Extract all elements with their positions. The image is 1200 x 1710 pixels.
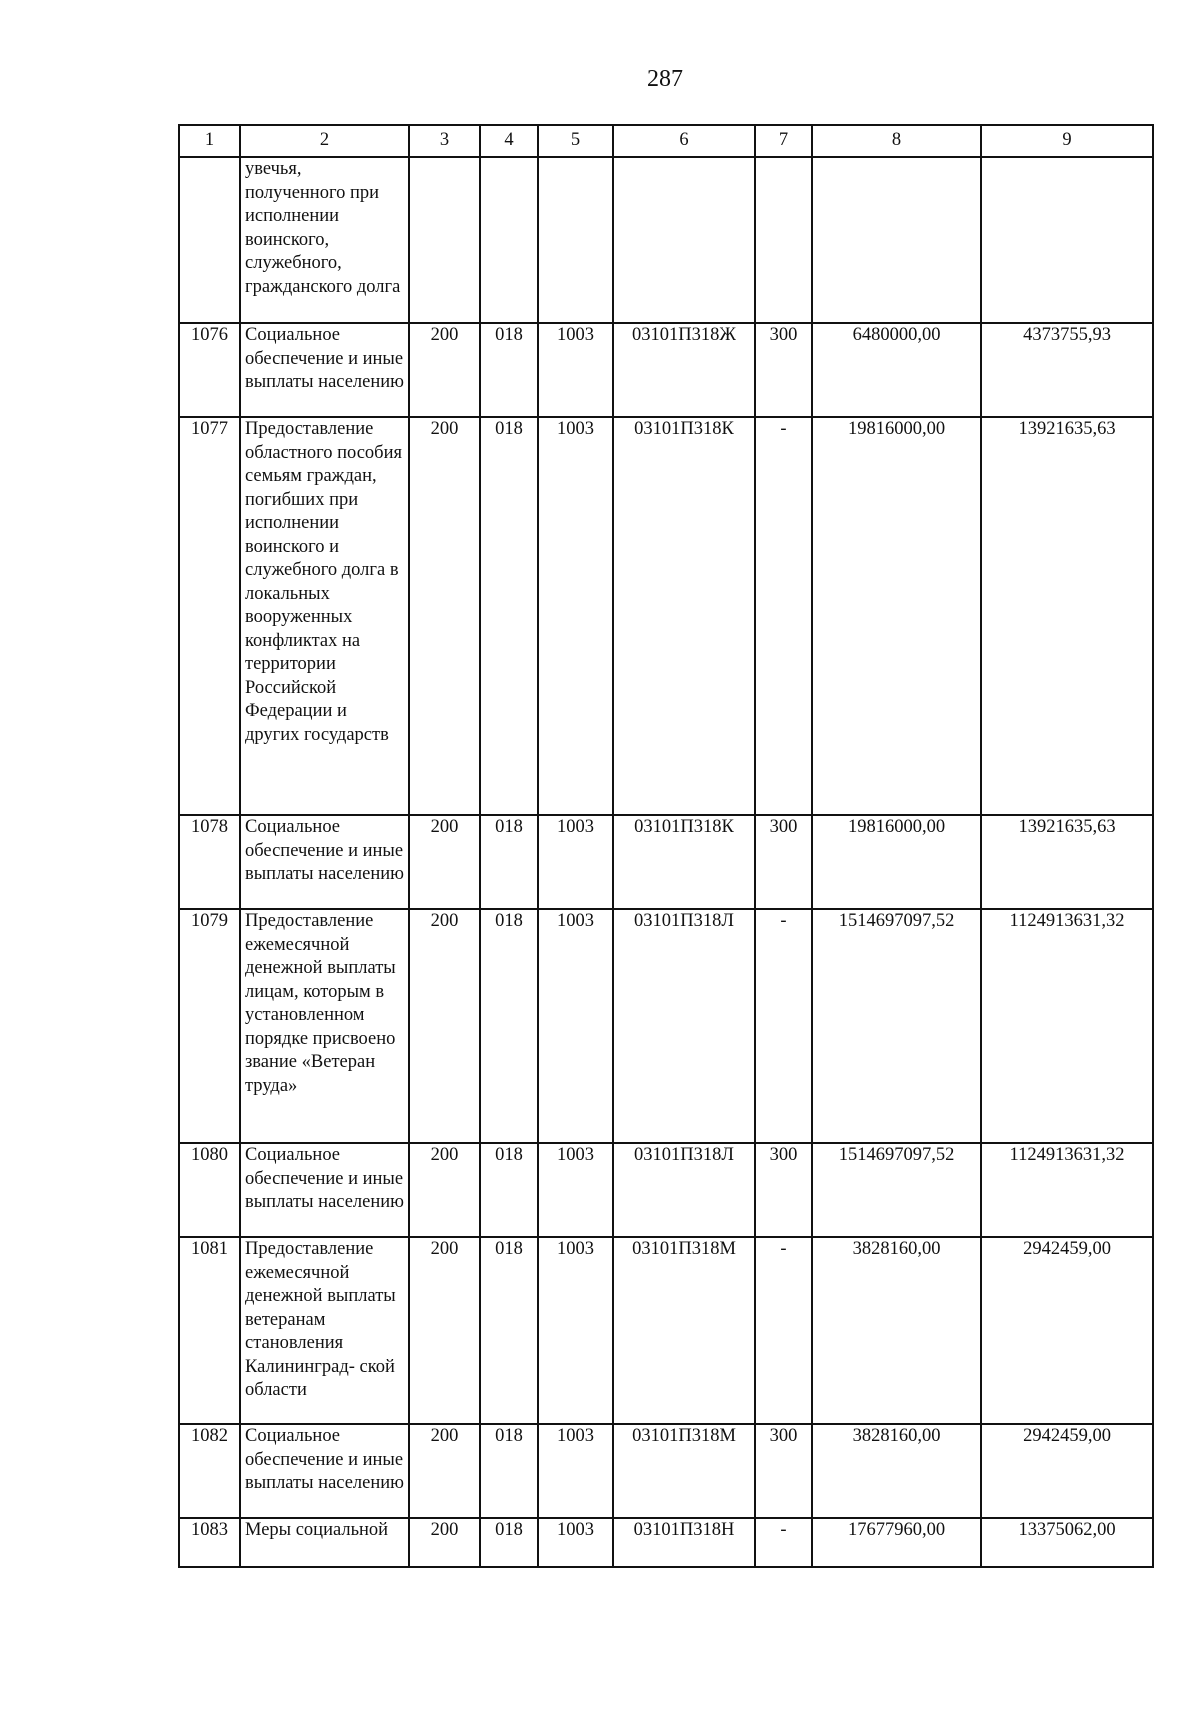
cell-col6: 03101П318Л bbox=[613, 909, 755, 1143]
cell-col6: 03101П318Н bbox=[613, 1518, 755, 1567]
cell-col4: 018 bbox=[480, 1143, 538, 1237]
cell-col9 bbox=[981, 157, 1153, 323]
cell-col7: - bbox=[755, 1237, 812, 1424]
cell-col3: 200 bbox=[409, 1237, 480, 1424]
table-row bbox=[179, 323, 1153, 417]
cell-col7: 300 bbox=[755, 1424, 812, 1518]
cell-col7: - bbox=[755, 909, 812, 1143]
cell-col6: 03101П318М bbox=[613, 1237, 755, 1424]
row-name: увечья, полученного при исполнении воинского, служебного, гражданского долга bbox=[240, 157, 409, 323]
cell-col9: 13921635,63 bbox=[981, 417, 1153, 815]
row-number: 1078 bbox=[179, 815, 240, 909]
cell-col8: 1514697097,52 bbox=[812, 909, 981, 1143]
cell-col8: 3828160,00 bbox=[812, 1237, 981, 1424]
cell-col4 bbox=[480, 157, 538, 323]
cell-col7: 300 bbox=[755, 1143, 812, 1237]
cell-col6: 03101П318Ж bbox=[613, 323, 755, 417]
row-name: Предоставление ежемесячной денежной выплаты ветеранам становления Калининград- ской области bbox=[240, 1237, 409, 1424]
cell-col8: 19816000,00 bbox=[812, 815, 981, 909]
cell-col9: 1124913631,32 bbox=[981, 1143, 1153, 1237]
row-name: Социальное обеспечение и иные выплаты населению bbox=[240, 815, 409, 909]
cell-col3: 200 bbox=[409, 909, 480, 1143]
page-number: 287 bbox=[647, 66, 683, 92]
column-header: 3 bbox=[409, 125, 480, 157]
cell-col3: 200 bbox=[409, 323, 480, 417]
table-row bbox=[179, 1518, 1153, 1567]
cell-col5: 1003 bbox=[538, 1518, 613, 1567]
cell-col8: 1514697097,52 bbox=[812, 1143, 981, 1237]
cell-col5: 1003 bbox=[538, 815, 613, 909]
cell-col7: - bbox=[755, 1518, 812, 1567]
cell-col3: 200 bbox=[409, 417, 480, 815]
header-row bbox=[179, 125, 1153, 157]
column-header: 6 bbox=[613, 125, 755, 157]
row-number bbox=[179, 157, 240, 323]
cell-col7: 300 bbox=[755, 323, 812, 417]
cell-col6: 03101П318М bbox=[613, 1424, 755, 1518]
cell-col9: 13375062,00 bbox=[981, 1518, 1153, 1567]
column-header: 2 bbox=[240, 125, 409, 157]
column-header: 7 bbox=[755, 125, 812, 157]
table-row bbox=[179, 1237, 1153, 1424]
cell-col5: 1003 bbox=[538, 1143, 613, 1237]
cell-col3: 200 bbox=[409, 1424, 480, 1518]
cell-col6: 03101П318К bbox=[613, 815, 755, 909]
cell-col6: 03101П318К bbox=[613, 417, 755, 815]
row-number: 1083 bbox=[179, 1518, 240, 1567]
cell-col8: 6480000,00 bbox=[812, 323, 981, 417]
column-header: 8 bbox=[812, 125, 981, 157]
cell-col3: 200 bbox=[409, 815, 480, 909]
cell-col5: 1003 bbox=[538, 1424, 613, 1518]
row-number: 1082 bbox=[179, 1424, 240, 1518]
table-row bbox=[179, 157, 1153, 323]
budget-table bbox=[178, 124, 1154, 1568]
column-header: 1 bbox=[179, 125, 240, 157]
cell-col8: 3828160,00 bbox=[812, 1424, 981, 1518]
cell-col4: 018 bbox=[480, 1237, 538, 1424]
table-row bbox=[179, 909, 1153, 1143]
cell-col3: 200 bbox=[409, 1143, 480, 1237]
cell-col4: 018 bbox=[480, 815, 538, 909]
cell-col7 bbox=[755, 157, 812, 323]
cell-col5 bbox=[538, 157, 613, 323]
cell-col3: 200 bbox=[409, 1518, 480, 1567]
column-header: 4 bbox=[480, 125, 538, 157]
column-header: 9 bbox=[981, 125, 1153, 157]
cell-col9: 2942459,00 bbox=[981, 1237, 1153, 1424]
row-number: 1080 bbox=[179, 1143, 240, 1237]
cell-col4: 018 bbox=[480, 417, 538, 815]
table-row bbox=[179, 1424, 1153, 1518]
cell-col8: 17677960,00 bbox=[812, 1518, 981, 1567]
cell-col8 bbox=[812, 157, 981, 323]
cell-col7: - bbox=[755, 417, 812, 815]
cell-col6 bbox=[613, 157, 755, 323]
row-name: Социальное обеспечение и иные выплаты населению bbox=[240, 323, 409, 417]
cell-col9: 1124913631,32 bbox=[981, 909, 1153, 1143]
cell-col5: 1003 bbox=[538, 323, 613, 417]
cell-col4: 018 bbox=[480, 1424, 538, 1518]
cell-col6: 03101П318Л bbox=[613, 1143, 755, 1237]
row-name: Предоставление ежемесячной денежной выплаты лицам, которым в установленном порядке присвоено звание «Ветеран труда» bbox=[240, 909, 409, 1143]
column-header: 5 bbox=[538, 125, 613, 157]
row-number: 1079 bbox=[179, 909, 240, 1143]
cell-col3 bbox=[409, 157, 480, 323]
table-row bbox=[179, 417, 1153, 815]
cell-col5: 1003 bbox=[538, 909, 613, 1143]
cell-col7: 300 bbox=[755, 815, 812, 909]
table-row bbox=[179, 815, 1153, 909]
row-name: Предоставление областного пособия семьям граждан, погибших при исполнении воинского и служебного долга в локальных вооруженных конфликтах на территории Российской Федерации и других государств bbox=[240, 417, 409, 815]
row-name: Социальное обеспечение и иные выплаты населению bbox=[240, 1143, 409, 1237]
table-row bbox=[179, 1143, 1153, 1237]
cell-col4: 018 bbox=[480, 909, 538, 1143]
row-name: Меры социальной bbox=[240, 1518, 409, 1567]
cell-col9: 4373755,93 bbox=[981, 323, 1153, 417]
cell-col4: 018 bbox=[480, 323, 538, 417]
row-name: Социальное обеспечение и иные выплаты населению bbox=[240, 1424, 409, 1518]
cell-col5: 1003 bbox=[538, 1237, 613, 1424]
row-number: 1081 bbox=[179, 1237, 240, 1424]
cell-col9: 13921635,63 bbox=[981, 815, 1153, 909]
row-number: 1076 bbox=[179, 323, 240, 417]
cell-col5: 1003 bbox=[538, 417, 613, 815]
cell-col4: 018 bbox=[480, 1518, 538, 1567]
row-number: 1077 bbox=[179, 417, 240, 815]
cell-col8: 19816000,00 bbox=[812, 417, 981, 815]
cell-col9: 2942459,00 bbox=[981, 1424, 1153, 1518]
